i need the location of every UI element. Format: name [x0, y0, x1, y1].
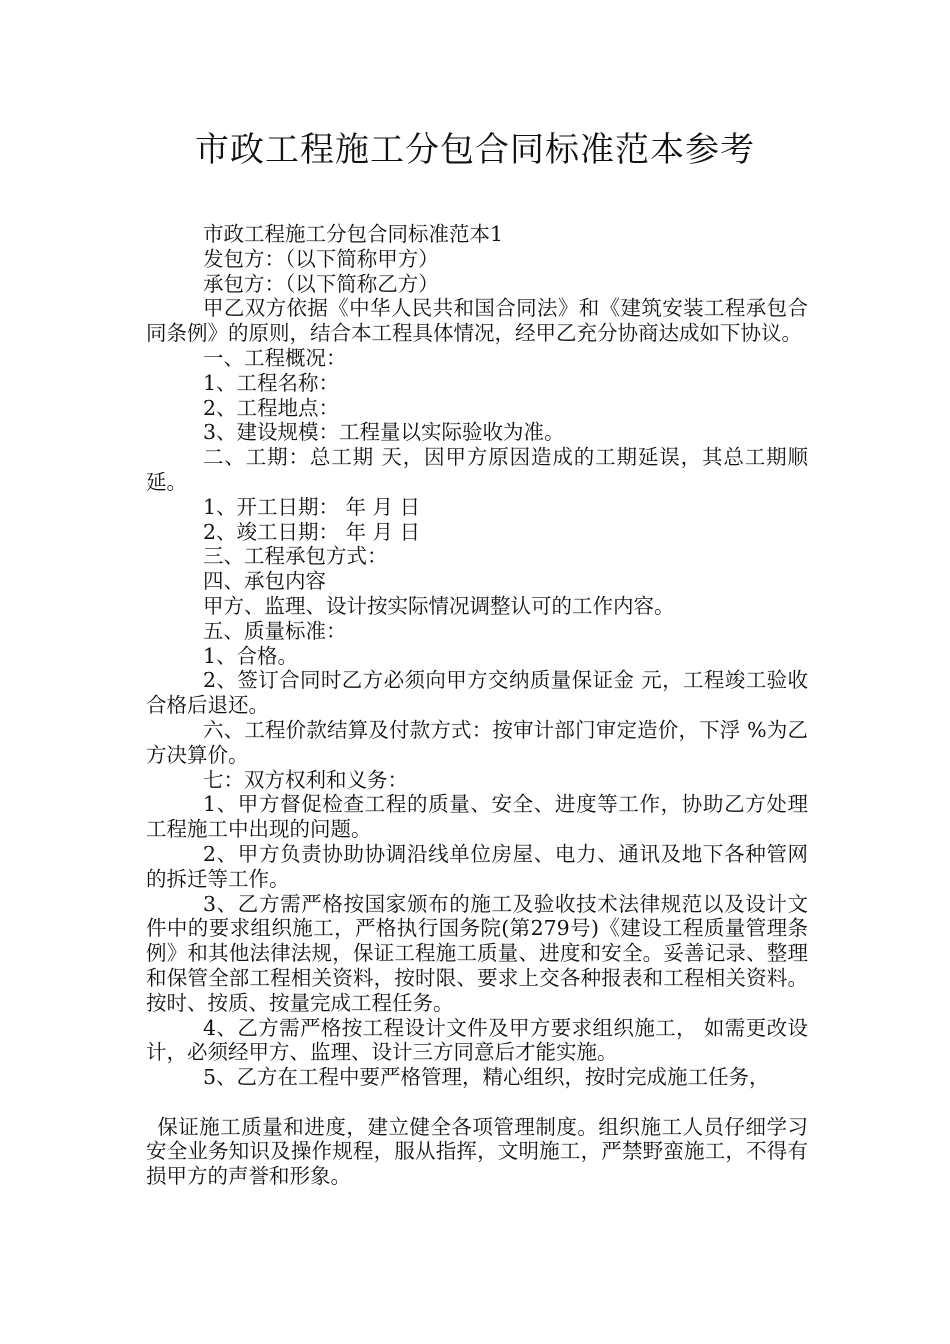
item-obligation-4: 4、乙方需严格按工程设计文件及甲方要求组织施工， 如需更改设计，必须经甲方、监理、设计三方同意后才能实施。 — [146, 1015, 808, 1065]
section-contract-method: 三、工程承包方式： — [202, 544, 388, 569]
paragraph-preamble: 甲乙双方依据《中华人民共和国合同法》和《建筑安装工程承包合同条例》的原则，结合本工程具体情况，经甲乙充分协商达成如下协议。 — [146, 296, 808, 346]
section-quality-standard: 五、质量标准： — [202, 618, 347, 643]
section-duration: 二、工期：总工期 天，因甲方原因造成的工期延误，其总工期顺延。 — [146, 445, 808, 494]
item-obligation-1: 1、甲方督促检查工程的质量、安全、进度等工作，协助乙方处理工程施工中出现的问题。 — [146, 792, 808, 842]
section-rights-obligations: 七：双方权利和义务： — [202, 767, 408, 792]
paragraph-contractor: 承包方：（以下简称乙方） — [202, 271, 439, 296]
item-project-scale: 3、建设规模：工程量以实际验收为准。 — [202, 420, 565, 445]
item-obligation-5-continued: 保证施工质量和进度，建立健全各项管理制度。组织施工人员仔细学习安全业务知识及操作规程，服从指挥，文明施工，严禁野蛮施工，不得有损甲方的声誉和形象。 — [146, 1114, 808, 1189]
item-quality-deposit: 2、签订合同时乙方必须向甲方交纳质量保证金 元，工程竣工验收合格后退还。 — [146, 668, 808, 718]
document-body — [146, 222, 808, 1189]
item-start-date: 1、开工日期： 年 月 日 — [202, 494, 421, 519]
item-obligation-5: 5、乙方在工程中要严格管理，精心组织，按时完成施工任务， — [202, 1065, 770, 1090]
item-project-location: 2、工程地点： — [202, 395, 340, 420]
paragraph-employer: 发包方：（以下简称甲方） — [202, 246, 439, 271]
document-title: 市政工程施工分包合同标准范本参考 — [195, 130, 755, 170]
item-obligation-2: 2、甲方负责协助协调沿线单位房屋、电力、通讯及地下各种管网的拆迁等工作。 — [146, 841, 808, 891]
item-qualified: 1、合格。 — [202, 643, 299, 668]
paragraph-heading: 市政工程施工分包合同标准范本1 — [202, 222, 504, 246]
section-payment: 六、工程价款结算及付款方式：按审计部门审定造价，下浮 %为乙方决算价。 — [146, 717, 808, 767]
item-obligation-3: 3、乙方需严格按国家颁布的施工及验收技术法律规范以及设计文件中的要求组织施工，严格执行国务院(第279号)《建设工程质量管理条例》和其他法律法规，保证工程施工质量、进度和安全。妥善记录、整理和保管全部工程相关资料，按时限、要求上交各种报表和工程相关资料。按时、按质、按量完成工程任务。 — [146, 891, 808, 1015]
section-contract-content: 四、承包内容 — [202, 569, 326, 594]
paragraph-contract-content: 甲方、监理、设计按实际情况调整认可的工作内容。 — [202, 593, 675, 618]
item-project-name: 1、工程名称： — [202, 370, 340, 395]
section-project-overview: 一、工程概况： — [202, 345, 347, 370]
item-completion-date: 2、竣工日期： 年 月 日 — [202, 519, 421, 544]
